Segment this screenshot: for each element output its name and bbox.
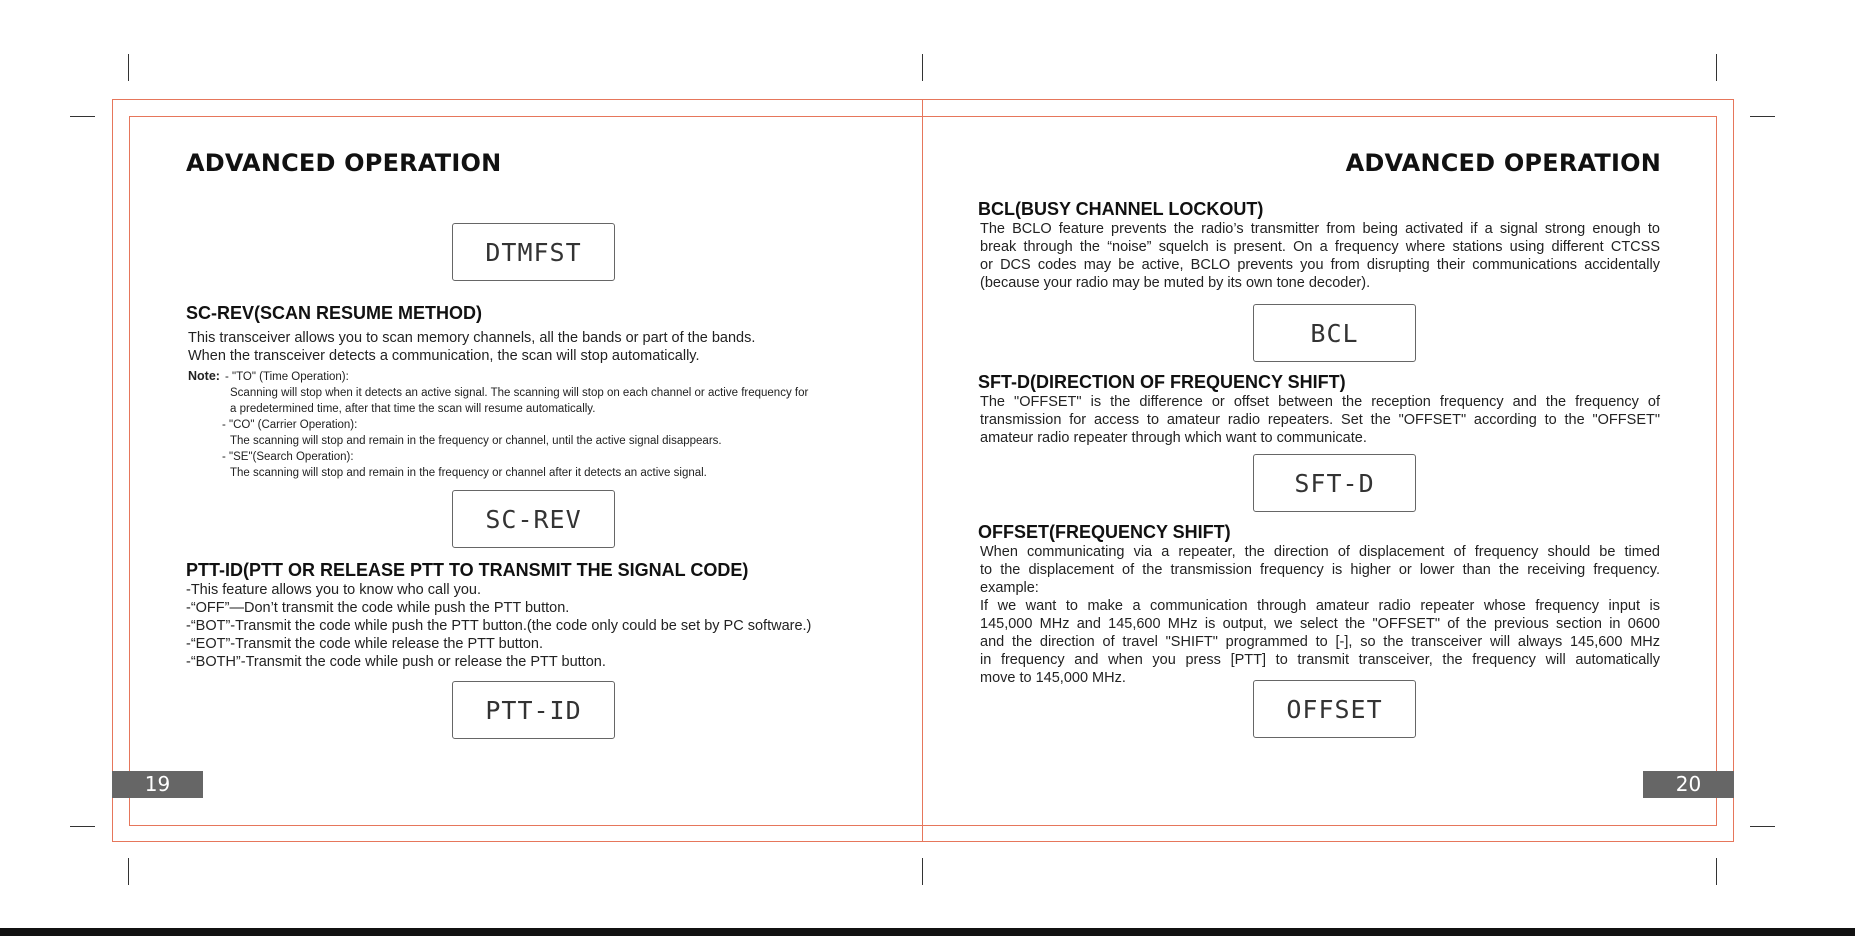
- ptt-id-line: -“BOT”-Transmit the code while push the PTT button.(the code only could be set by PC software.): [186, 618, 812, 634]
- sft-d-heading: SFT-D(DIRECTION OF FREQUENCY SHIFT): [978, 372, 1346, 392]
- offset-line: example:: [980, 580, 1039, 596]
- bcl-line: The BCLO feature prevents the radio’s transmitter from being activated if a signal strong enough to: [980, 221, 1660, 237]
- lcd-display-dtmfst: DTMFST: [452, 223, 615, 281]
- note-line: The scanning will stop and remain in the frequency or channel after it detects an active signal.: [230, 467, 707, 479]
- offset-line: and the direction of travel "SHIFT" programmed to [-], so the transceiver will always 145,600 MHz: [980, 634, 1660, 650]
- offset-line: When communicating via a repeater, the direction of displacement of frequency should be timed: [980, 544, 1660, 560]
- note-line: - "TO" (Time Operation):: [225, 371, 349, 383]
- lcd-display-offset: OFFSET: [1253, 680, 1416, 738]
- page-number-right: 20: [1643, 771, 1734, 798]
- offset-heading: OFFSET(FREQUENCY SHIFT): [978, 522, 1231, 542]
- crop-mark: [922, 858, 923, 885]
- note-line: Scanning will stop when it detects an active signal. The scanning will stop on each channel or active frequency for: [230, 387, 809, 399]
- sc-rev-line: This transceiver allows you to scan memory channels, all the bands or part of the bands.: [188, 330, 756, 346]
- ptt-id-line: -“EOT”-Transmit the code while release the PTT button.: [186, 636, 543, 652]
- offset-line: move to 145,000 MHz.: [980, 670, 1126, 686]
- offset-line: in frequency and when you press [PTT] to transmit transceiver, the frequency will automatically: [980, 652, 1660, 668]
- bcl-line: or DCS codes may be active, BCLO prevents you from disrupting their communications accidentally: [980, 257, 1660, 273]
- lcd-display-bcl: BCL: [1253, 304, 1416, 362]
- offset-line: 145,000 MHz and 145,600 MHz is output, we select the "OFFSET" of the previous section in 0600: [980, 616, 1660, 632]
- page-number-left: 19: [112, 771, 203, 798]
- bcl-heading: BCL(BUSY CHANNEL LOCKOUT): [978, 199, 1264, 219]
- crop-mark: [1750, 116, 1775, 117]
- lcd-display-ptt-id: PTT-ID: [452, 681, 615, 739]
- bcl-line: (because your radio may be muted by its own tone decoder).: [980, 275, 1371, 291]
- bottom-edge-bar: [0, 928, 1855, 936]
- lcd-display-sft-d: SFT-D: [1253, 454, 1416, 512]
- crop-mark: [1716, 858, 1717, 885]
- sc-rev-line: When the transceiver detects a communication, the scan will stop automatically.: [188, 348, 700, 364]
- sft-d-line: The "OFFSET" is the difference or offset between the reception frequency and the frequency of: [980, 394, 1660, 410]
- ptt-id-line: -“BOTH”-Transmit the code while push or release the PTT button.: [186, 654, 606, 670]
- ptt-id-line: -“OFF”—Don’t transmit the code while push the PTT button.: [186, 600, 570, 616]
- page-spine-line: [922, 99, 923, 842]
- sft-d-line: amateur radio repeater through which want to communicate.: [980, 430, 1367, 446]
- left-page-title: ADVANCED OPERATION: [186, 149, 502, 177]
- crop-mark: [922, 54, 923, 81]
- bcl-line: break through the “noise” squelch is present. On a frequency where stations using different CTCSS: [980, 239, 1660, 255]
- sc-rev-heading: SC-REV(SCAN RESUME METHOD): [186, 303, 483, 323]
- crop-mark: [1750, 826, 1775, 827]
- note-label: Note:: [188, 369, 220, 383]
- lcd-display-sc-rev: SC-REV: [452, 490, 615, 548]
- crop-mark: [1716, 54, 1717, 81]
- note-line: The scanning will stop and remain in the frequency or channel, until the active signal disappears.: [230, 435, 722, 447]
- crop-mark: [70, 826, 95, 827]
- crop-mark: [128, 858, 129, 885]
- crop-mark: [128, 54, 129, 81]
- note-line: - "SE"(Search Operation):: [222, 451, 354, 463]
- offset-line: to the displacement of the transmission frequency is higher or lower than the receiving frequency.: [980, 562, 1660, 578]
- offset-line: If we want to make a communication through amateur radio repeater whose frequency input is: [980, 598, 1660, 614]
- ptt-id-heading: PTT-ID(PTT OR RELEASE PTT TO TRANSMIT THE SIGNAL CODE): [186, 560, 749, 580]
- note-line: a predetermined time, after that time the scan will resume automatically.: [230, 403, 596, 415]
- crop-mark: [70, 116, 95, 117]
- ptt-id-line: -This feature allows you to know who call you.: [186, 582, 481, 598]
- note-line: - "CO" (Carrier Operation):: [222, 419, 358, 431]
- sft-d-line: transmission for access to amateur radio repeaters. Set the "OFFSET" according to the "OFFSET": [980, 412, 1660, 428]
- right-page-title: ADVANCED OPERATION: [1345, 149, 1661, 177]
